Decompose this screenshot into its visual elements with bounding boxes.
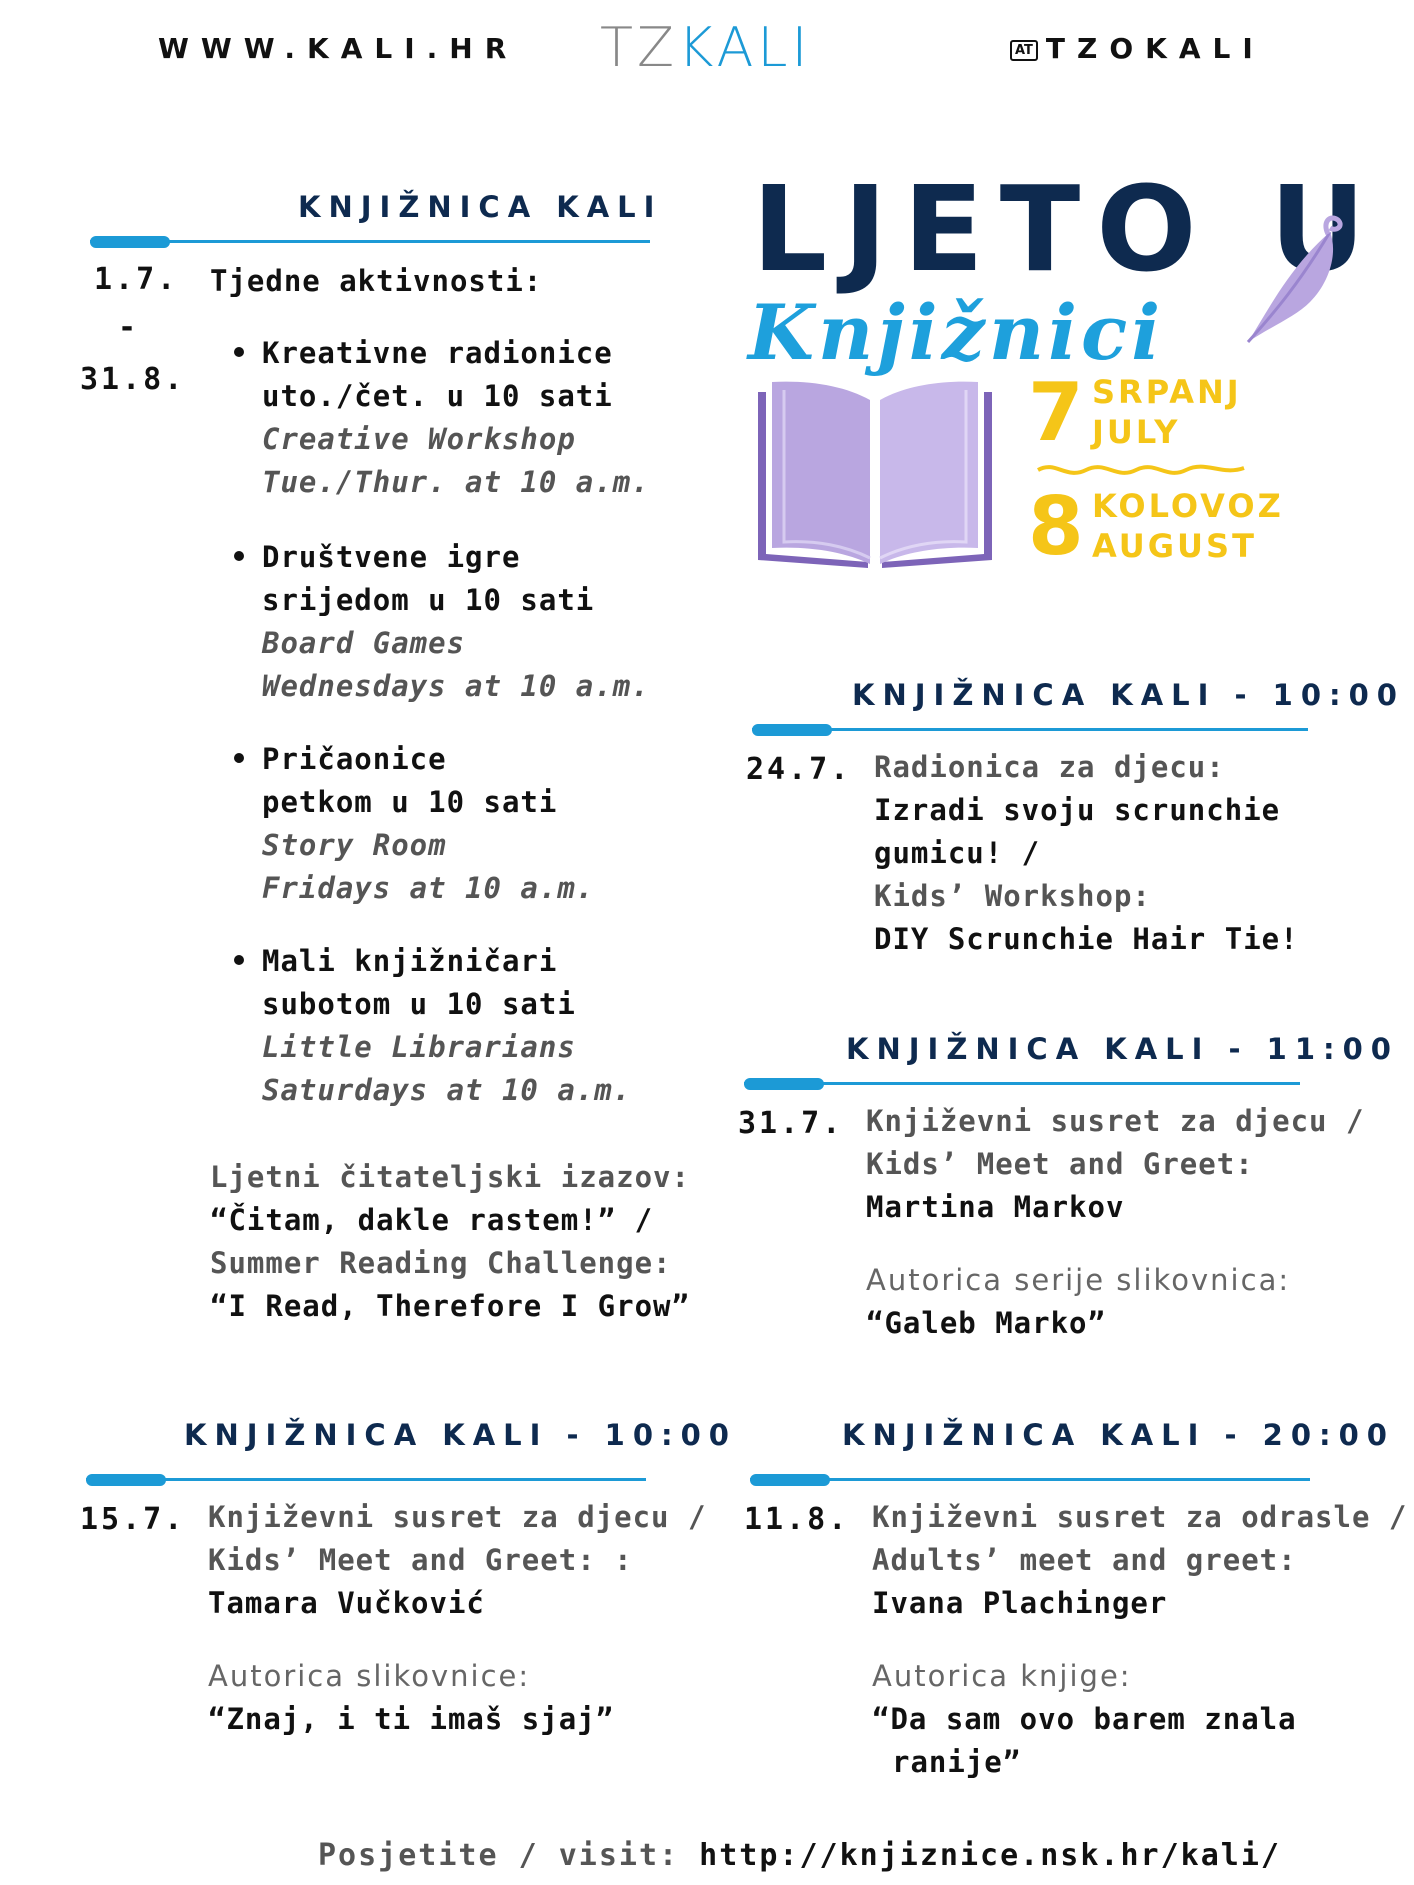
- challenge-title-hr: “Čitam, dakle rastem!” /: [210, 1203, 654, 1237]
- section-rule: [752, 728, 1308, 731]
- footer-prefix: Posjetite / visit:: [318, 1838, 680, 1873]
- activity-4-time: subotom u 10 sati: [262, 987, 576, 1021]
- bullet-icon: [234, 347, 244, 357]
- month-july-en: JULY: [1092, 413, 1181, 451]
- activity-3-time: petkom u 10 sati: [262, 785, 558, 819]
- activity-2-title: Društvene igre: [234, 536, 650, 579]
- section-heading-event-11-8: KNJIŽNICA KALI - 20:00: [842, 1418, 1395, 1452]
- section-heading-weekly: KNJIŽNICA KALI: [298, 190, 663, 224]
- footer: [318, 1838, 1281, 1873]
- weekly-activity-3: [234, 738, 594, 910]
- at-icon: AT: [1010, 40, 1038, 61]
- event-24-7-line1: Radionica za djecu:: [874, 750, 1225, 784]
- month-august-hr: KOLOVOZ: [1092, 487, 1284, 525]
- weekly-activity-4: [234, 940, 631, 1112]
- event-31-7-line2: Kids’ Meet and Greet:: [866, 1147, 1254, 1181]
- event-11-8-work-line1: “Da sam ovo barem znala: [872, 1702, 1297, 1736]
- month-july-hr: SRPANJ: [1092, 373, 1242, 411]
- activity-3-en-title: Story Room: [262, 828, 447, 862]
- event-15-7-work: “Znaj, i ti imaš sjaj”: [208, 1702, 615, 1736]
- date-from: 1.7.: [94, 262, 179, 297]
- section-rule: [86, 1478, 646, 1481]
- section-rule: [90, 240, 650, 243]
- activity-4-en-time: Saturdays at 10 a.m.: [262, 1073, 632, 1107]
- month-july-labels: [1092, 372, 1242, 452]
- weekly-intro: Tjedne aktivnosti:: [210, 264, 543, 298]
- event-11-8-text: [872, 1496, 1407, 1784]
- weekly-activity-list: [234, 332, 650, 504]
- event-11-8-note: Autorica knjige:: [872, 1659, 1132, 1693]
- event-11-8-author: Ivana Plachinger: [872, 1586, 1168, 1620]
- event-24-7-line2: Izradi svoju scrunchie: [874, 793, 1281, 827]
- poster-title: LJETO U: [752, 160, 1382, 298]
- event-date-31-7: 31.7.: [738, 1106, 844, 1141]
- event-24-7-line3: gumicu! /: [874, 836, 1041, 870]
- activity-3-title: Pričaonice: [234, 738, 594, 781]
- month-july-number: 7: [1028, 366, 1084, 459]
- section-rule-knob: [86, 1474, 166, 1486]
- activity-1-title: Kreativne radionice: [234, 332, 650, 375]
- event-date-11-8: 11.8.: [744, 1502, 850, 1537]
- activity-4-en-title: Little Librarians: [262, 1030, 576, 1064]
- challenge-label-hr: Ljetni čitateljski izazov:: [210, 1160, 690, 1194]
- event-15-7-line1: Književni susret za djecu /: [208, 1500, 707, 1534]
- challenge-label-en: Summer Reading Challenge:: [210, 1246, 672, 1280]
- section-rule-knob: [744, 1078, 824, 1090]
- footer-url-link[interactable]: http://knjiznice.nsk.hr/kali/: [699, 1838, 1281, 1873]
- section-rule: [750, 1478, 1310, 1481]
- section-rule-knob: [752, 724, 832, 736]
- event-15-7-line2: Kids’ Meet and Greet: :: [208, 1543, 633, 1577]
- event-31-7-line1: Književni susret za djecu /: [866, 1104, 1365, 1138]
- bullet-icon: [234, 955, 244, 965]
- feather-quill-icon: [1230, 212, 1350, 352]
- section-rule-knob: [750, 1474, 830, 1486]
- event-11-8-line1: Književni susret za odrasle /: [872, 1500, 1408, 1534]
- date-to: 31.8.: [80, 362, 186, 397]
- open-book-icon: [750, 372, 1000, 572]
- activity-2-time: srijedom u 10 sati: [262, 583, 595, 617]
- tz-kali-logo: [600, 16, 811, 79]
- event-31-7-author: Martina Markov: [866, 1190, 1125, 1224]
- section-heading-event-24-7: KNJIŽNICA KALI - 10:00: [852, 678, 1405, 712]
- section-heading-event-15-7: KNJIŽNICA KALI - 10:00: [184, 1418, 737, 1452]
- activity-2-en-title: Board Games: [262, 626, 466, 660]
- activity-3-en-time: Fridays at 10 a.m.: [262, 871, 595, 905]
- event-31-7-work: “Galeb Marko”: [866, 1306, 1106, 1340]
- month-august-labels: [1092, 486, 1284, 566]
- event-24-7-line5: DIY Scrunchie Hair Tie!: [874, 922, 1299, 956]
- event-15-7-author: Tamara Vučković: [208, 1586, 485, 1620]
- bullet-icon: [234, 753, 244, 763]
- logo-tz: TZ: [600, 16, 678, 79]
- social-handle[interactable]: [1010, 32, 1265, 65]
- date-dash: -: [118, 310, 140, 345]
- month-august-number: 8: [1028, 480, 1084, 573]
- event-15-7-note: Autorica slikovnice:: [208, 1659, 531, 1693]
- event-15-7-text: [208, 1496, 706, 1741]
- activity-4-title: Mali knjižničari: [234, 940, 631, 983]
- event-31-7-note: Autorica serije slikovnica:: [866, 1263, 1291, 1297]
- challenge-title-en: “I Read, Therefore I Grow”: [210, 1289, 690, 1323]
- event-date-15-7: 15.7.: [80, 1502, 186, 1537]
- event-24-7-text: [874, 746, 1299, 961]
- social-handle-text: TZOKALI: [1045, 32, 1265, 65]
- logo-kali: KALI: [677, 16, 812, 79]
- website-link[interactable]: WWW.KALI.HR: [158, 32, 519, 65]
- event-24-7-line4: Kids’ Workshop:: [874, 879, 1151, 913]
- activity-1-en-time: Tue./Thur. at 10 a.m.: [262, 465, 650, 499]
- poster-subtitle: Knjižnici: [748, 288, 1165, 377]
- bullet-icon: [234, 551, 244, 561]
- reading-challenge: [210, 1156, 690, 1328]
- activity-2-en-time: Wednesdays at 10 a.m.: [262, 669, 650, 703]
- event-11-8-work-line2: ranije”: [892, 1745, 1022, 1779]
- weekly-activity-2: [234, 536, 650, 708]
- section-rule-knob: [90, 236, 170, 248]
- month-august-en: AUGUST: [1092, 527, 1257, 565]
- activity-1-time: uto./čet. u 10 sati: [262, 379, 613, 413]
- wave-divider: [1036, 458, 1246, 482]
- event-date-24-7: 24.7.: [746, 752, 852, 787]
- event-31-7-text: [866, 1100, 1364, 1345]
- event-11-8-line2: Adults’ meet and greet:: [872, 1543, 1297, 1577]
- section-heading-event-31-7: KNJIŽNICA KALI - 11:00: [846, 1032, 1399, 1066]
- section-rule: [744, 1082, 1300, 1085]
- activity-1-en-title: Creative Workshop: [262, 422, 576, 456]
